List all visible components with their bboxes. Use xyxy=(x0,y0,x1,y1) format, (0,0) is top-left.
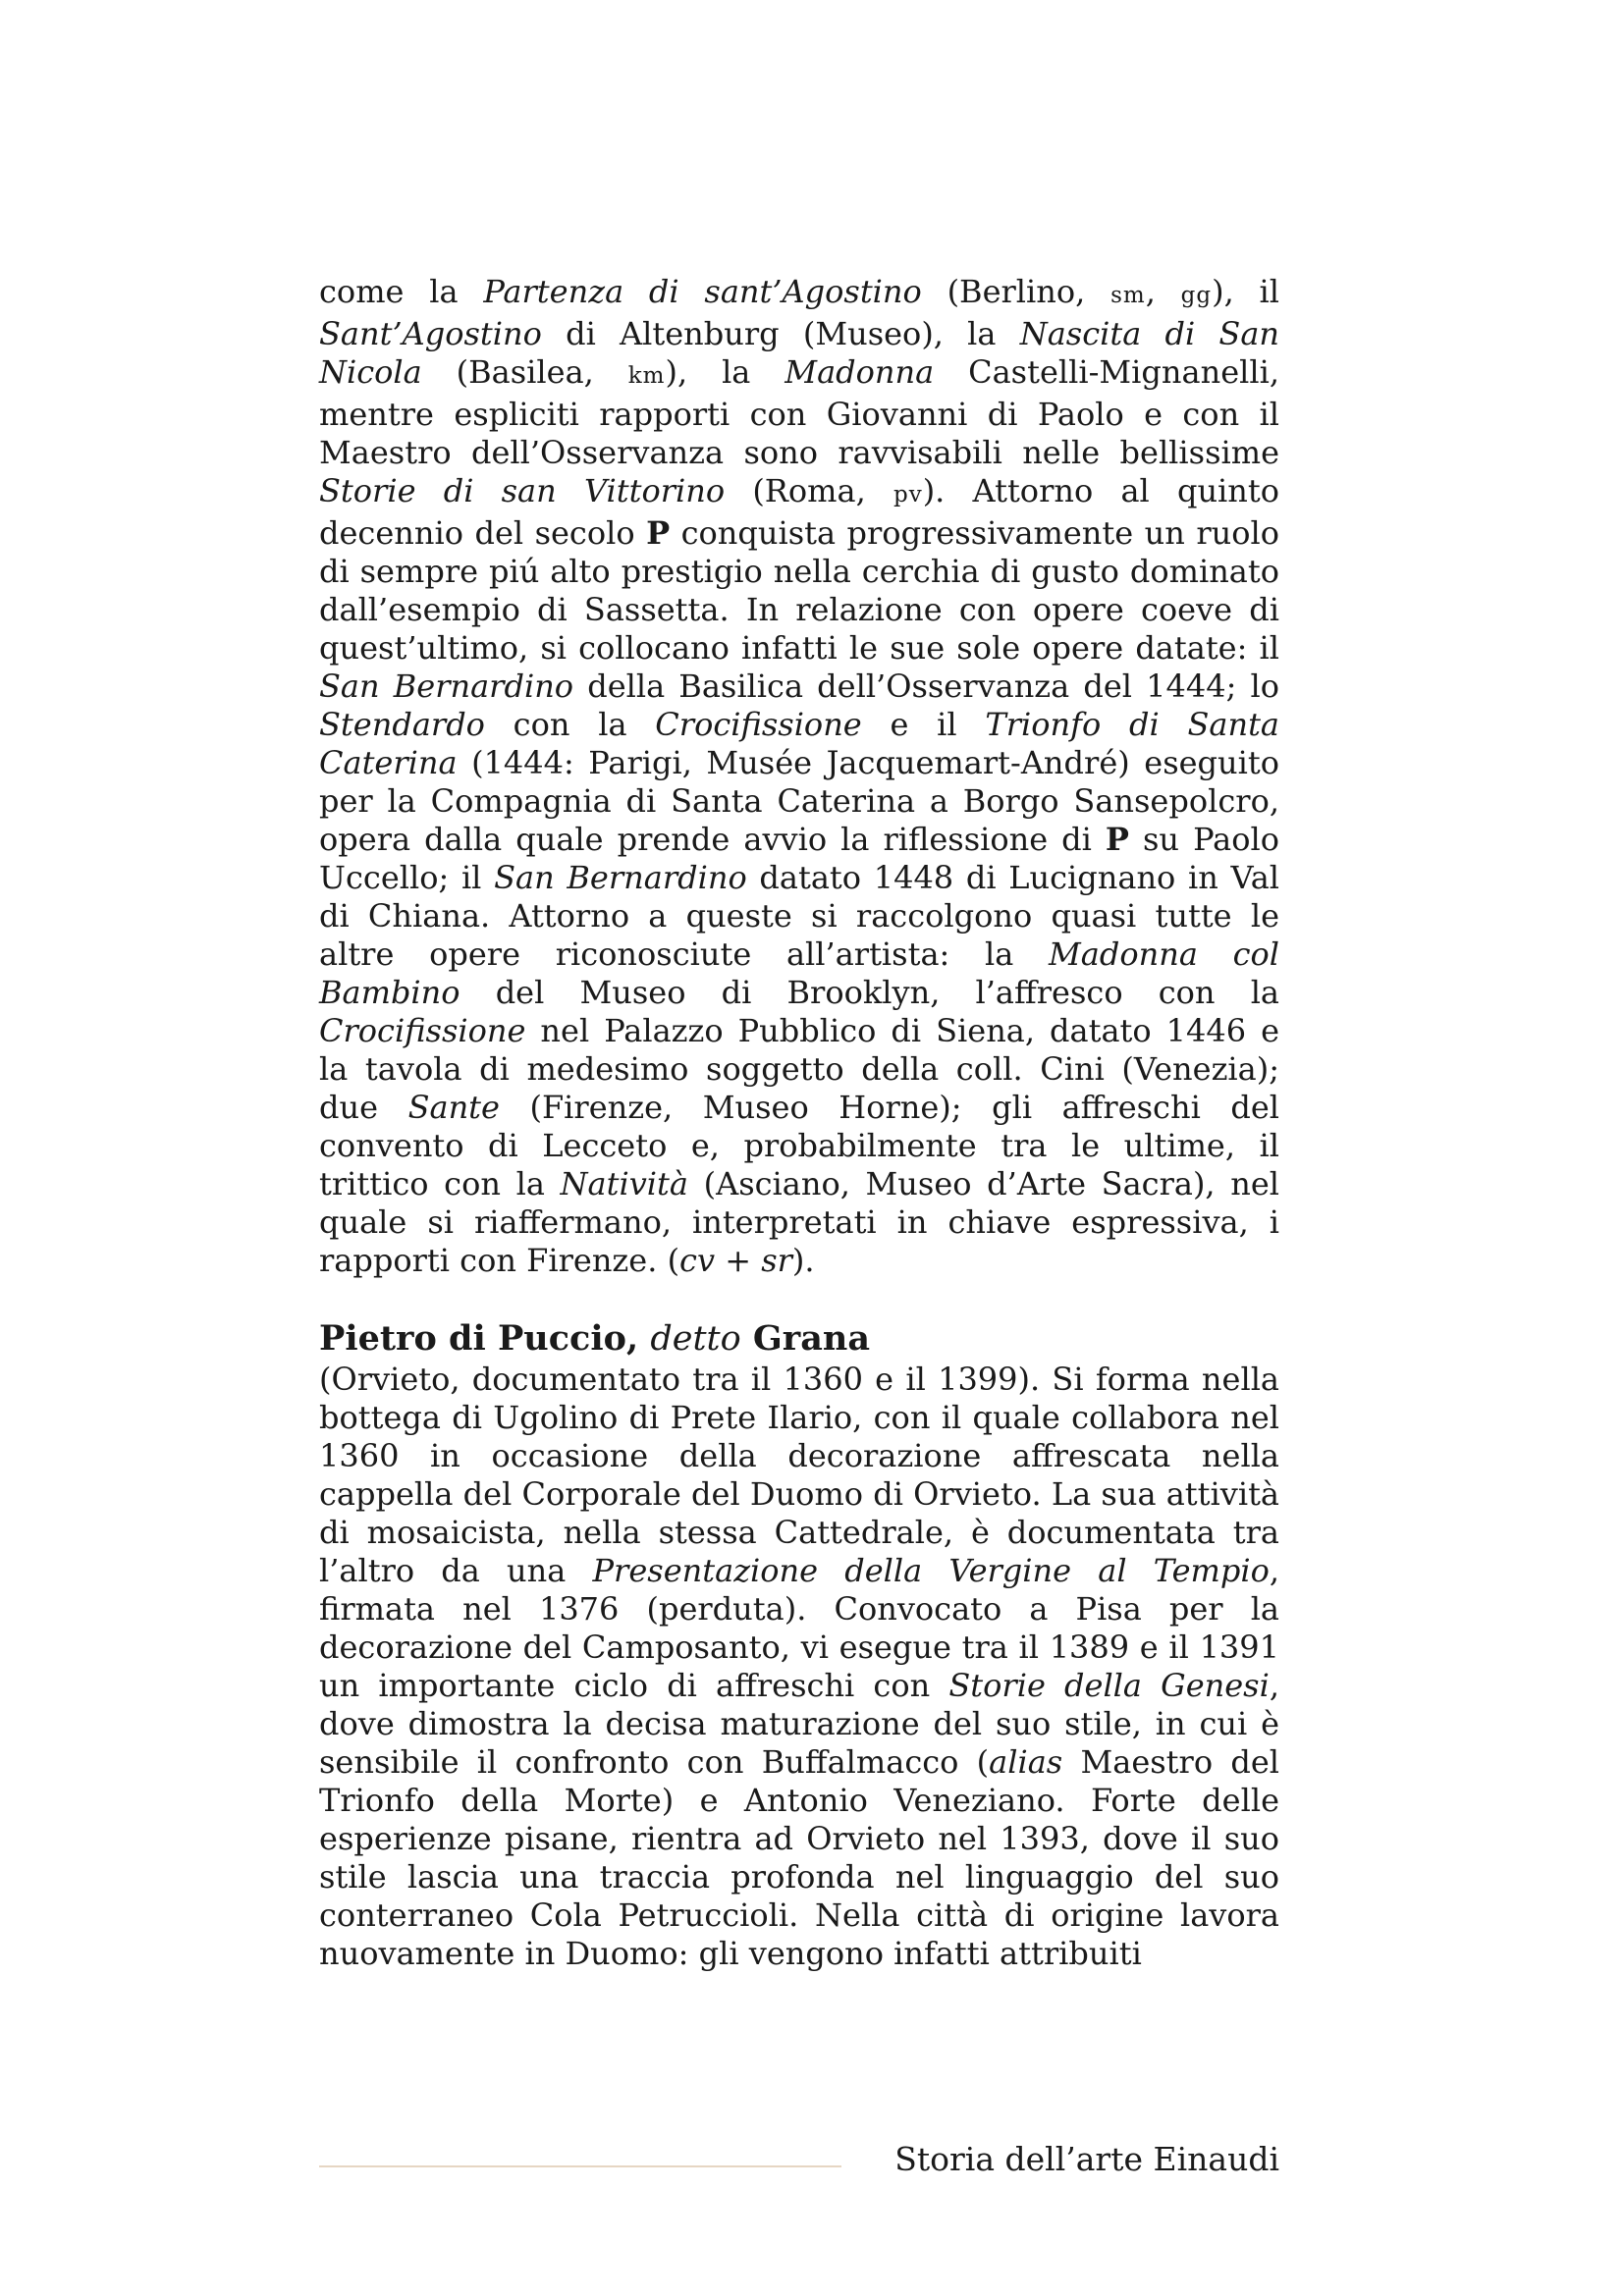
abbreviation: km xyxy=(627,363,666,389)
artwork-title: San Bernardino xyxy=(319,667,574,705)
artwork-title: Partenza di sant’Agostino xyxy=(483,273,922,310)
footer-divider xyxy=(319,2165,841,2167)
artwork-title: Sante xyxy=(407,1089,500,1126)
artwork-title: Crocifissione xyxy=(655,706,862,743)
artist-initial: P xyxy=(1105,821,1129,858)
artwork-title: San Bernardino xyxy=(494,859,747,896)
artwork-title: Stendardo xyxy=(319,706,485,743)
text-column xyxy=(319,273,1279,1973)
footer-title: Storia dell’arte Einaudi xyxy=(894,2140,1279,2178)
artwork-title: Madonna xyxy=(784,353,935,391)
artwork-title: Natività xyxy=(560,1165,688,1202)
artwork-title: Storie di san Vittorino xyxy=(319,472,726,509)
artwork-title: Trionfo di Santa Caterina xyxy=(319,706,1280,781)
abbreviation: pv xyxy=(893,482,923,507)
artwork-title: Crocifissione xyxy=(319,1012,526,1049)
entry-heading: Pietro di Puccio, detto Grana xyxy=(319,1318,871,1359)
article-paragraph: come la Partenza di sant’Agostino (Berlino, sm, gg), il Sant’Agostino di Altenburg (Museo), la Nascita di San Nicola (Basilea, km), la Madonna Castelli-Mignanelli, mentre espliciti rapporti con Giovanni di Paolo e con il Maestro dell’Osservanza sono ravvisabili nelle bellissime Storie di san Vittorino (Roma, pv). Attorno al quinto decennio del secolo P conquista progressivamente un ruolo di sempre piú alto prestigio nella cerchia di gusto dominato dall’esempio di Sassetta. In relazione con opere coeve di quest’ultimo, si collocano infatti le sue sole opere datate: il San Bernardino della Basilica dell’Osservanza del 1444; lo Stendardo con la Crocifissione e il Trionfo di Santa Caterina (1444: Parigi, Musée Jacquemart-André) eseguito per la Compagnia di Santa Caterina a Borgo Sansepolcro, opera dalla quale prende avvio la riflessione di P su Paolo Uccello; il San Bernardino datato 1448 di Lucignano in Val di Chiana. Attorno a queste si raccolgono quasi tutte le altre opere riconosciute all’artista: la Madonna col Bambino del Museo di Brooklyn, l’affresco con la Crocifissione nel Palazzo Pubblico di Siena, datato 1446 e la tavola di medesimo soggetto della coll. Cini (Venezia); due Sante (Firenze, Museo Horne); gli affreschi del convento di Lecceto e, probabilmente tra le ultime, il trittico con la Natività (Asciano, Museo d’Arte Sacra), nel quale si riaffermano, interpretati in chiave espressiva, i rapporti con Firenze. (cv + sr). xyxy=(319,273,1280,1279)
artwork-title: Storie della Genesi xyxy=(948,1667,1270,1704)
artwork-title: Madonna col Bambino xyxy=(319,935,1280,1011)
abbreviation: gg xyxy=(1180,283,1213,308)
artwork-title: Sant’Agostino xyxy=(319,315,542,352)
author-initials: cv + sr xyxy=(679,1242,792,1279)
alias-term: alias xyxy=(989,1743,1063,1781)
artwork-title: Presentazione della Vergine al Tempio xyxy=(592,1552,1270,1589)
abbreviation: sm xyxy=(1110,283,1146,308)
artist-initial: P xyxy=(646,514,671,552)
article-paragraph: (Orvieto, documentato tra il 1360 e il 1399). Si forma nella bottega di Ugolino di Prete Ilario, con il quale collabora nel 1360 in occasione della decorazione affrescata nella cappella del Corporale del Duomo di Orvieto. La sua attività di mosaicista, nella stessa Cattedrale, è documentata tra l’altro da una Presentazione della Vergine al Tempio, firmata nel 1376 (perduta). Convocato a Pisa per la decorazione del Camposanto, vi esegue tra il 1389 e il 1391 un importante ciclo di affreschi con Storie della Genesi, dove dimostra la decisa maturazione del suo stile, in cui è sensibile il confronto con Buffalmacco (alias Maestro del Trionfo della Morte) e Antonio Veneziano. Forte delle esperienze pisane, rientra ad Orvieto nel 1393, dove il suo stile lascia una traccia profonda nel linguaggio del suo conterraneo Cola Petruccioli. Nella città di origine lavora nuovamente in Duomo: gli vengono infatti attribuiti xyxy=(319,1361,1280,1972)
artwork-title: Nascita di San Nicola xyxy=(319,315,1280,391)
